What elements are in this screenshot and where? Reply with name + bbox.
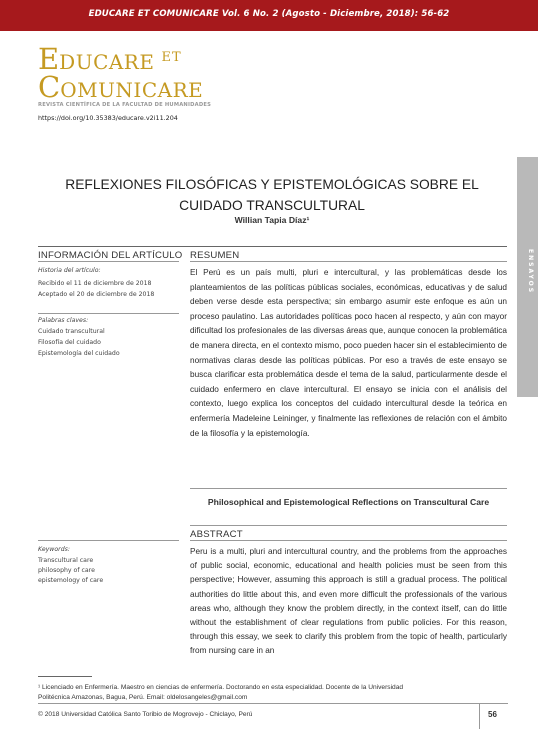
history-rule (38, 313, 179, 314)
footnote-rule (38, 676, 92, 677)
keywords-en-rule (38, 540, 179, 541)
logo-line-comunicare: COMUNICARE (38, 70, 204, 104)
copyright-footer: © 2018 Universidad Católica Santo Toribio de Mogrovejo - Chiclayo, Perú (38, 711, 253, 718)
english-title: Philosophical and Epistemological Reflections on Transcultural Care (207, 497, 490, 507)
page-number: 56 (488, 710, 497, 719)
english-title-top-rule (190, 488, 507, 489)
accepted-date: Aceptado el 20 de diciembre de 2018 (38, 291, 155, 298)
logo-line-educare: EDUCARE $^{ET}$ (38, 42, 182, 76)
article-title-line1: REFLEXIONES FILOSÓFICAS Y EPISTEMOLÓGICAS SOBRE EL (65, 177, 479, 192)
footer-rule (38, 703, 508, 704)
abstract-body: Peru is a multi, pluri and intercultural country, and the problems from the approaches of public social, economic, educational and health policies must be seen from this perspective; However, assuming this approach is still a gradual process. The political authorities do little about this, and even more difficult the professionals of the various areas who, although they know the problem directly, in the context itself, can do little without the establishment of clear regulations from public policies. For this reason, through this essay, we seek to clarify this problem from the topic of health, particularly from nursing care in an (190, 547, 507, 656)
top-rule (38, 246, 507, 247)
article-author: Willian Tapia Díaz¹ (234, 215, 310, 225)
keyword-es-item: Epistemología del cuidado (38, 350, 120, 357)
english-title-bottom-rule (190, 525, 507, 526)
section-side-tab-label: ENSAYOS (527, 249, 534, 295)
abstract-heading-rule (190, 540, 507, 541)
abstract-heading: ABSTRACT (190, 529, 243, 540)
keyword-en-item: philosophy of care (38, 567, 95, 574)
received-date: Recibido el 11 de diciembre de 2018 (38, 280, 152, 287)
info-heading-rule (38, 261, 179, 262)
history-label: Historia del artículo: (38, 267, 101, 274)
keyword-en-item: epistemology of care (38, 577, 104, 584)
keywords-es-label: Palabras claves: (38, 317, 89, 324)
footnote-line1: ¹ Licenciado en Enfermería. Maestro en ciencias de enfermería. Doctorando en esta especialidad. Docente de la Universidad (38, 684, 404, 691)
resumen-body: El Perú es un país multi, pluri e intercultural, y las problemáticas desde los planteamientos de las políticas públicas sociales, económicas, educativas y de salud deben verse desde esta perspectiva; sin embargo asumir este enfoque es aún un proceso paulatino. Las autoridades políticas poco hacen al respecto, y aún con mayor dificultad los profesionales de las diversas áreas que, aunque conocen la problemática de manera directa, en el contexto mismo, poco pueden hacer sin el establecimiento de normativas claras desde las políticas públicas. Por eso a través de este ensayo se busca clarificar esta problemática desde el tema de la salud, particularmente desde el cuidado enfermero en clave intercultural. El ensayo se inicia con el análisis del contexto, luego explica los conceptos del cuidado intercultural desde la teórica en enfermería Madeleine Leininger, y finalmente las reflexiones de relación con el ámbito de la filosofía y la epistemología. (190, 268, 507, 438)
keyword-es-item: Filosofía del cuidado (38, 339, 101, 346)
keyword-es-item: Cuidado transcultural (38, 328, 105, 335)
footer-separator (479, 703, 480, 729)
resumen-heading: RESUMEN (190, 250, 240, 261)
author-footnote (38, 683, 508, 703)
journal-citation-line: EDUCARE ET COMUNICARE Vol. 6 No. 2 (Agosto - Diciembre, 2018): 56-62 (88, 9, 450, 19)
logo-subtitle: REVISTA CIENTÍFICA DE LA FACULTAD DE HUMANIDADES (38, 102, 212, 108)
article-title-line2: CUIDADO TRANSCULTURAL (179, 198, 365, 213)
resumen-heading-rule (190, 261, 507, 262)
keyword-en-item: Transcultural care (38, 557, 94, 564)
journal-logo (38, 42, 278, 110)
footnote-line2: Politécnica Amazonas, Bagua, Perú. Email: oldelosangeles@gmail.com (38, 694, 248, 701)
doi-link[interactable]: https://doi.org/10.35383/educare.v2i11.204 (38, 114, 178, 122)
info-heading: INFORMACIÓN DEL ARTÍCULO (38, 250, 183, 261)
article-title (38, 174, 506, 216)
keywords-en-label: Keywords: (38, 546, 70, 553)
